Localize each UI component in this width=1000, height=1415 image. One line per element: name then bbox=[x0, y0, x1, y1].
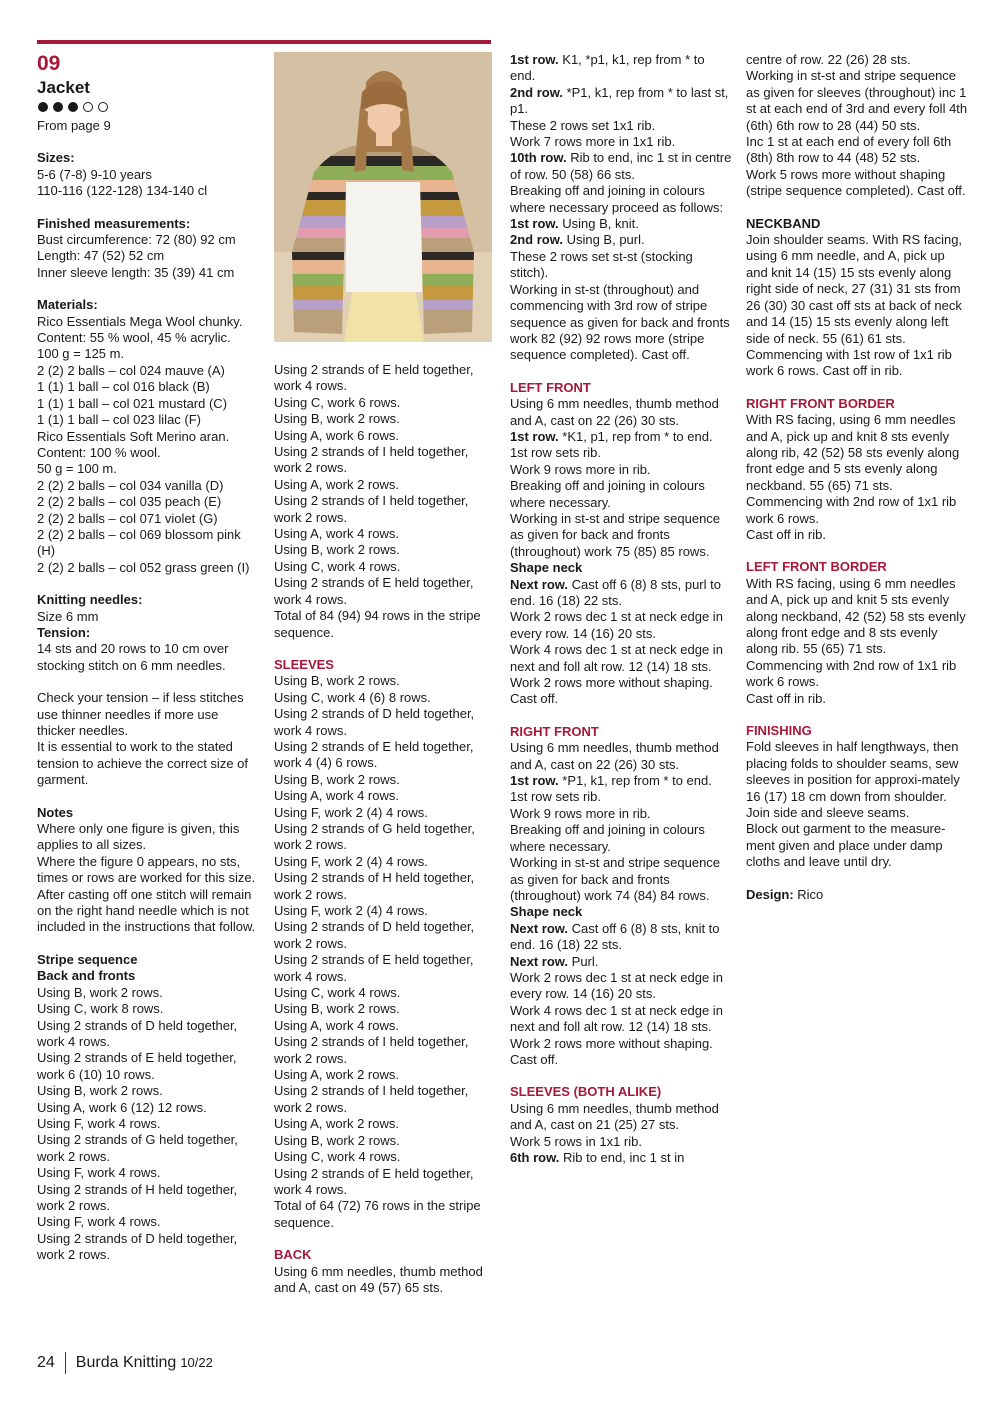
paragraph: With RS facing, using 6 mm needles and A, pick up and knit 8 sts evenly along rib, 42 (52) 58 sts evenly along front edge and 5 sts evenly along neckband. 55 (65) 71 sts. bbox=[746, 412, 960, 493]
paragraph: After casting off one stitch will remain on the right hand needle which is not included in the instructions that follow. bbox=[37, 886, 256, 935]
paragraph: 2 (2) 2 balls – col 034 vanilla (D) bbox=[37, 477, 224, 493]
paragraph: Using F, work 2 (4) 4 rows. bbox=[274, 804, 428, 820]
subheading: Stripe sequence bbox=[37, 951, 138, 967]
paragraph: Using C, work 4 rows. bbox=[274, 1149, 401, 1165]
paragraph: These 2 rows set 1x1 rib. bbox=[510, 117, 656, 133]
section-heading: RIGHT FRONT bbox=[510, 723, 599, 739]
paragraph: 110-116 (122-128) 134-140 cl bbox=[37, 183, 208, 199]
row-label: Next row. bbox=[510, 953, 569, 969]
difficulty-dot-icon bbox=[53, 102, 63, 112]
pattern-number: 09 bbox=[37, 52, 61, 75]
paragraph: Using C, work 6 rows. bbox=[274, 394, 401, 410]
difficulty-dot-icon bbox=[83, 102, 93, 112]
instruction-row bbox=[510, 216, 732, 232]
column-4 bbox=[746, 52, 968, 903]
spacer bbox=[37, 576, 259, 592]
page-footer bbox=[37, 1352, 213, 1374]
paragraph: Working in st-st and stripe sequence as given for back and fronts (throughout) work 74 (84) 84 rows. bbox=[510, 855, 721, 903]
paragraph: 2 (2) 2 balls – col 052 grass green (I) bbox=[37, 559, 250, 575]
model-photo bbox=[274, 52, 492, 342]
row-text: Purl. bbox=[568, 953, 599, 969]
paragraph: Using F, work 2 (4) 4 rows. bbox=[274, 903, 428, 918]
row-label: 1st row. bbox=[510, 52, 559, 67]
paragraph: Cast off in rib. bbox=[746, 690, 826, 706]
paragraph: Work 2 rows more without shaping. Cast off. bbox=[510, 1035, 713, 1067]
paragraph: Using 2 strands of D held together, work 4 rows. bbox=[274, 706, 475, 738]
paragraph: centre of row. 22 (26) 28 sts. bbox=[746, 52, 911, 67]
spacer bbox=[746, 200, 968, 216]
row-text: *P1, k1, rep from * to last st, p1. bbox=[510, 84, 729, 117]
materials-and-stripes bbox=[37, 150, 259, 1263]
paragraph: Using 2 strands of I held together, work 2 rows. bbox=[274, 1034, 469, 1066]
pattern-title: Jacket bbox=[37, 78, 90, 97]
paragraph: Using 2 strands of I held together, work 2 rows. bbox=[274, 444, 469, 476]
row-label: 10th row. bbox=[510, 150, 567, 166]
page-number: 24 bbox=[37, 1354, 55, 1371]
paragraph: Using C, work 4 rows. bbox=[274, 985, 401, 1001]
row-text: Cast off 6 (8) 8 sts, knit to end. 16 (18) 22 sts. bbox=[510, 920, 720, 953]
paragraph: Commencing with 2nd row of 1x1 rib work 6 rows. bbox=[746, 657, 957, 690]
paragraph: Breaking off and joining in colours where necessary. bbox=[510, 478, 705, 510]
row-label: 1st row. bbox=[510, 216, 559, 232]
from-page-note: From page 9 bbox=[37, 118, 111, 133]
paragraph: 1 (1) 1 ball – col 023 lilac (F) bbox=[37, 412, 202, 428]
instruction-row bbox=[510, 85, 732, 118]
section-heading: SLEEVES bbox=[274, 656, 334, 672]
difficulty-dot-icon bbox=[98, 102, 108, 112]
paragraph: Using 6 mm needles, thumb method and A, cast on 22 (26) 30 sts. bbox=[510, 740, 719, 772]
paragraph: Using 2 strands of G held together, work 2 rows. bbox=[37, 1132, 238, 1164]
paragraph: Work 5 rows in 1x1 rib. bbox=[510, 1133, 642, 1149]
paragraph: Content: 100 % wool. bbox=[37, 444, 161, 460]
paragraph: 2 (2) 2 balls – col 024 mauve (A) bbox=[37, 362, 225, 378]
difficulty-dot-icon bbox=[38, 102, 48, 112]
difficulty-rating bbox=[38, 102, 259, 112]
paragraph: With RS facing, using 6 mm needles and A, pick up and knit 5 sts evenly along neckband, 42 (52) 58 sts evenly along front edge and 8 sts evenly along rib. 55 (65) 71 sts. bbox=[746, 575, 966, 657]
section-heading: LEFT FRONT bbox=[510, 379, 591, 395]
section-heading: LEFT FRONT BORDER bbox=[746, 559, 887, 575]
paragraph: 2 (2) 2 balls – col 035 peach (E) bbox=[37, 494, 222, 510]
paragraph: Working in st-st and stripe sequence as given for back and fronts (throughout) work 75 (85) 85 rows. bbox=[510, 510, 721, 559]
paragraph: Total of 84 (94) 94 rows in the stripe sequence. bbox=[274, 608, 481, 640]
instruction-row bbox=[510, 577, 732, 610]
paragraph: Using 2 strands of H held together, work 2 rows. bbox=[274, 870, 475, 902]
spacer bbox=[37, 281, 259, 297]
paragraph: Using A, work 6 (12) 12 rows. bbox=[37, 1099, 207, 1115]
paragraph: 2 (2) 2 balls – col 071 violet (G) bbox=[37, 510, 218, 526]
paragraph: Using B, work 2 rows. bbox=[274, 411, 400, 427]
magazine-name: Burda Knitting bbox=[75, 1354, 177, 1371]
instruction-row bbox=[510, 921, 732, 954]
subheading: Notes bbox=[37, 804, 74, 820]
subheading: Shape neck bbox=[510, 560, 583, 576]
paragraph: Using F, work 4 rows. bbox=[37, 1115, 161, 1131]
paragraph: It is essential to work to the stated tension to achieve the correct size of garment. bbox=[37, 739, 249, 788]
instruction-row bbox=[510, 232, 732, 248]
spacer bbox=[37, 674, 259, 690]
subheading: Sizes: bbox=[37, 150, 75, 166]
paragraph: 2 (2) 2 balls – col 069 blossom pink (H) bbox=[37, 526, 241, 559]
paragraph: Work 2 rows more without shaping. Cast off. bbox=[510, 675, 713, 707]
paragraph: Content: 55 % wool, 45 % acrylic. bbox=[37, 330, 231, 346]
paragraph: Cast off in rib. bbox=[746, 526, 826, 542]
paragraph: Using A, work 4 rows. bbox=[274, 1017, 399, 1033]
row-text: *K1, p1, rep from * to end. 1st row sets rib. bbox=[510, 428, 713, 461]
instruction-row bbox=[510, 1150, 732, 1166]
paragraph: Using B, work 2 rows. bbox=[37, 1083, 163, 1099]
paragraph: Inner sleeve length: 35 (39) 41 cm bbox=[37, 264, 235, 280]
paragraph: Using A, work 2 rows. bbox=[274, 1067, 399, 1083]
paragraph: Using 2 strands of D held together, work 2 rows. bbox=[274, 919, 475, 951]
section-heading: RIGHT FRONT BORDER bbox=[746, 395, 895, 411]
paragraph: Using C, work 4 rows. bbox=[274, 558, 401, 574]
section-heading: SLEEVES (BOTH ALIKE) bbox=[510, 1084, 662, 1100]
paragraph: Using 2 strands of I held together, work 2 rows. bbox=[274, 1083, 469, 1115]
spacer bbox=[37, 789, 259, 805]
paragraph: 1 (1) 1 ball – col 021 mustard (C) bbox=[37, 395, 228, 411]
paragraph: Using A, work 2 rows. bbox=[274, 1116, 399, 1132]
subheading: Tension: bbox=[37, 624, 91, 640]
subheading: Materials: bbox=[37, 297, 98, 313]
column-2 bbox=[274, 362, 496, 1296]
paragraph: Using 2 strands of E held together, work 4 (4) 6 rows. bbox=[274, 738, 474, 771]
paragraph: Using B, work 2 rows. bbox=[274, 771, 400, 787]
paragraph: Rico Essentials Mega Wool chunky. bbox=[37, 313, 243, 329]
paragraph: These 2 rows set st-st (stocking stitch). bbox=[510, 248, 693, 281]
paragraph: 50 g = 100 m. bbox=[37, 461, 117, 477]
issue-number: 10/22 bbox=[180, 1355, 213, 1370]
subheading: NECKBAND bbox=[746, 215, 821, 231]
paragraph: Using 2 strands of E held together, work 4 rows. bbox=[274, 952, 474, 984]
paragraph: Using C, work 4 (6) 8 rows. bbox=[274, 689, 431, 705]
paragraph: Using B, work 2 rows. bbox=[274, 673, 400, 689]
paragraph: Bust circumference: 72 (80) 92 cm bbox=[37, 232, 236, 248]
paragraph: Using A, work 4 rows. bbox=[274, 788, 399, 804]
paragraph: Length: 47 (52) 52 cm bbox=[37, 248, 165, 264]
paragraph: Breaking off and joining in colours where necessary proceed as follows: bbox=[510, 183, 724, 215]
paragraph: Using F, work 4 rows. bbox=[37, 1214, 161, 1230]
row-text: *P1, k1, rep from * to end. 1st row sets rib. bbox=[510, 773, 712, 805]
paragraph: Work 5 rows more without shaping (stripe sequence completed). Cast off. bbox=[746, 166, 966, 199]
paragraph: Using A, work 2 rows. bbox=[274, 476, 399, 492]
paragraph: Work 9 rows more in rib. bbox=[510, 805, 651, 821]
paragraph: Work 4 rows dec 1 st at neck edge in next and foll alt row. 12 (14) 18 sts. bbox=[510, 1002, 723, 1035]
row-text: Cast off 6 (8) 8 sts, purl to end. 16 (18) 22 sts. bbox=[510, 576, 721, 608]
paragraph: Using B, work 2 rows. bbox=[274, 1132, 400, 1148]
instruction-row bbox=[510, 954, 732, 970]
paragraph: 100 g = 125 m. bbox=[37, 346, 125, 362]
row-label: 1st row. bbox=[510, 428, 559, 444]
paragraph: Where only one figure is given, this applies to all sizes. bbox=[37, 821, 240, 853]
paragraph: Work 9 rows more in rib. bbox=[510, 461, 651, 477]
row-label: 2nd row. bbox=[510, 84, 563, 100]
paragraph: Check your tension – if less stitches use thinner needles if more use thicker needles. bbox=[37, 690, 244, 738]
top-accent-bar bbox=[37, 40, 491, 44]
row-label: Next row. bbox=[510, 920, 569, 936]
row-label: 6th row. bbox=[510, 1150, 560, 1165]
paragraph: Work 7 rows more in 1x1 rib. bbox=[510, 134, 676, 150]
subheading: Knitting needles: bbox=[37, 592, 143, 608]
paragraph: Using B, work 2 rows. bbox=[274, 542, 400, 558]
paragraph: Using A, work 6 rows. bbox=[274, 427, 399, 443]
paragraph: Using F, work 2 (4) 4 rows. bbox=[274, 853, 428, 869]
paragraph: Using 2 strands of I held together, work 2 rows. bbox=[274, 493, 469, 525]
subheading: Finished measurements: bbox=[37, 215, 191, 231]
row-text: Rib to end, inc 1 st in bbox=[559, 1150, 685, 1165]
instruction-row bbox=[510, 773, 732, 806]
paragraph: Commencing with 2nd row of 1x1 rib work 6 rows. bbox=[746, 494, 957, 526]
row-text: Using B, purl. bbox=[562, 232, 645, 248]
column-3 bbox=[510, 52, 732, 1166]
row-label: 1st row. bbox=[510, 773, 559, 789]
row-text: Rib to end, inc 1 st in centre of row. 50 (58) 66 sts. bbox=[510, 150, 732, 182]
paragraph: Work 4 rows dec 1 st at neck edge in next and foll alt row. 12 (14) 18 sts. bbox=[510, 642, 723, 674]
spacer bbox=[37, 200, 259, 216]
paragraph: Using 2 strands of E held together, work 4 rows. bbox=[274, 575, 474, 607]
paragraph: Join shoulder seams. With RS facing, using 6 mm needle, and A, pick up and knit 14 (15) 15 sts evenly along right side of neck, 27 (31) 31 sts from 26 (30) 30 cast off sts at back of neck and 14 (15) 15 sts evenly along left side of neck. 55 (61) 61 sts. Commencing with 1st row of 1x1 rib work 6 rows. Cast off in rib. bbox=[746, 232, 963, 379]
paragraph: Work 2 rows dec 1 st at neck edge in every row. 14 (16) 20 sts. bbox=[510, 969, 723, 1002]
row-text: Rico bbox=[793, 886, 824, 902]
footer-divider bbox=[65, 1352, 66, 1374]
paragraph: Size 6 mm bbox=[37, 608, 99, 624]
paragraph: Using 2 strands of G held together, work 2 rows. bbox=[274, 820, 475, 853]
row-text: K1, *p1, k1, rep from * to end. bbox=[510, 52, 705, 84]
row-label: Next row. bbox=[510, 576, 569, 592]
paragraph: Using 2 strands of D held together, work 4 rows. bbox=[37, 1017, 238, 1049]
paragraph: Using 6 mm needles, thumb method and A, cast on 21 (25) 27 sts. bbox=[510, 1100, 719, 1133]
paragraph: Where the figure 0 appears, no sts, times or rows are worked for this size. bbox=[37, 853, 256, 886]
paragraph: Work 2 rows dec 1 st at neck edge in every row. 14 (16) 20 sts. bbox=[510, 609, 723, 641]
paragraph: Using 2 strands of E held together, work 6 (10) 10 rows. bbox=[37, 1050, 237, 1082]
paragraph: Using B, work 2 rows. bbox=[274, 1001, 400, 1017]
paragraph: Total of 64 (72) 76 rows in the stripe sequence. bbox=[274, 1198, 481, 1230]
paragraph: Using 2 strands of H held together, work 2 rows. bbox=[37, 1181, 238, 1213]
paragraph: Fold sleeves in half lengthways, then placing folds to shoulder seams, sew sleeves in position for approxi-mately 16 (17) 18 cm down from shoulder. Join side and sleeve seams. bbox=[746, 739, 960, 821]
subheading: Shape neck bbox=[510, 904, 583, 920]
paragraph: 14 sts and 20 rows to 10 cm over stocking stitch on 6 mm needles. bbox=[37, 641, 229, 673]
row-text: Using B, knit. bbox=[558, 216, 639, 232]
spacer bbox=[746, 871, 968, 887]
instruction-row bbox=[510, 429, 732, 462]
paragraph: Rico Essentials Soft Merino aran. bbox=[37, 428, 230, 444]
paragraph: Using C, work 8 rows. bbox=[37, 1001, 164, 1017]
paragraph: Using 2 strands of E held together, work 4 rows. bbox=[274, 362, 474, 394]
paragraph: Using 2 strands of E held together, work 4 rows. bbox=[274, 1165, 474, 1197]
paragraph: 5-6 (7-8) 9-10 years bbox=[37, 166, 152, 182]
paragraph: Inc 1 st at each end of every foll 6th (8th) 8th row to 44 (48) 52 sts. bbox=[746, 134, 952, 166]
paragraph: Working in st-st (throughout) and commencing with 3rd row of stripe sequence as given for back and fronts work 82 (92) 92 rows more (stripe sequence completed). Cast off. bbox=[510, 281, 730, 363]
paragraph: Using B, work 2 rows. bbox=[37, 984, 163, 1000]
spacer bbox=[37, 936, 259, 952]
row-label: Design: bbox=[746, 886, 794, 902]
row-label: 2nd row. bbox=[510, 232, 563, 248]
instruction-row bbox=[510, 150, 732, 183]
paragraph: Using 6 mm needles, thumb method and A, cast on 49 (57) 65 sts. bbox=[274, 1263, 483, 1295]
paragraph: Using F, work 4 rows. bbox=[37, 1165, 161, 1181]
paragraph: Breaking off and joining in colours where necessary. bbox=[510, 822, 705, 854]
instruction-row bbox=[746, 887, 968, 903]
difficulty-dot-icon bbox=[68, 102, 78, 112]
paragraph: 1 (1) 1 ball – col 016 black (B) bbox=[37, 379, 210, 395]
paragraph: Working in st-st and stripe sequence as given for sleeves (throughout) inc 1 st at each end of 3rd and every foll 4th (6th) 6th row to 28 (44) 50 sts. bbox=[746, 68, 968, 133]
section-heading: FINISHING bbox=[746, 723, 812, 739]
paragraph: Using 2 strands of D held together, work 2 rows. bbox=[37, 1230, 238, 1263]
paragraph: Using A, work 4 rows. bbox=[274, 526, 399, 542]
instruction-row bbox=[510, 52, 732, 85]
section-heading: BACK bbox=[274, 1247, 312, 1263]
paragraph: Using 6 mm needles, thumb method and A, cast on 22 (26) 30 sts. bbox=[510, 396, 719, 428]
subheading: Back and fronts bbox=[37, 968, 136, 984]
paragraph: Block out garment to the measure-ment given and place under damp cloths and leave until dry. bbox=[746, 821, 946, 870]
column-1 bbox=[37, 52, 259, 1264]
